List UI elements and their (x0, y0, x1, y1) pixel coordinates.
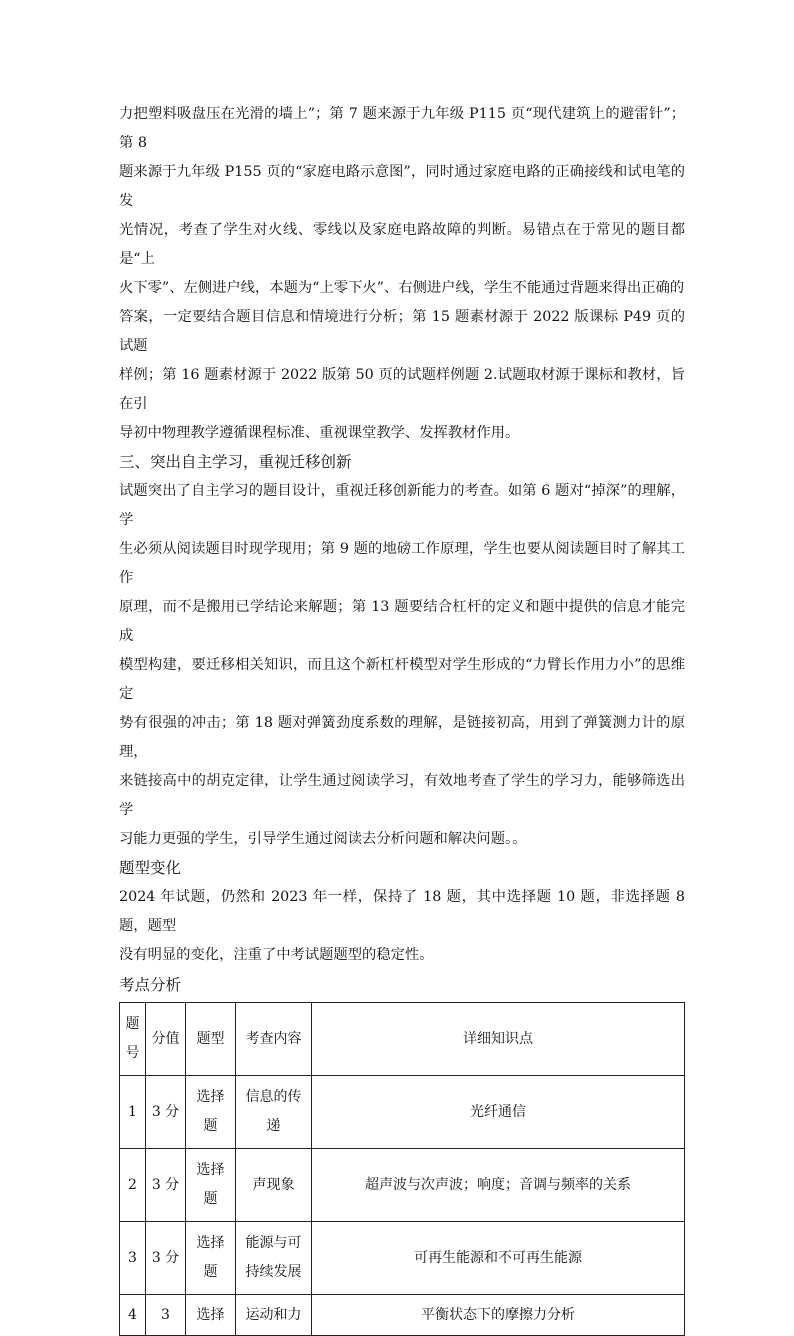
table-row (120, 1295, 685, 1336)
text-line: 题来源于九年级 P155 页的“家庭电路示意图”，同时通过家庭电路的正确接线和试电笔的发 (119, 164, 685, 209)
cell-score: 3 分 (146, 1076, 186, 1149)
text-line: 力把塑料吸盘压在光滑的墙上”；第 7 题来源于九年级 P115 页“现代建筑上的避雷针”；第 8 (119, 106, 685, 151)
text-line: 势有很强的冲击；第 18 题对弹簧劲度系数的理解，是链接初高，用到了弹簧测力计的原理， (119, 715, 685, 760)
document-content (119, 100, 685, 1336)
cell-detail: 平衡状态下的摩擦力分析 (312, 1295, 685, 1336)
table-row (120, 1222, 685, 1295)
header-cell: 详细知识点 (312, 1003, 685, 1076)
table-row (120, 1076, 685, 1149)
header-cell: 分值 (146, 1003, 186, 1076)
table-header-row (120, 1003, 685, 1076)
header-cell: 题号 (120, 1003, 146, 1076)
section-paragraph (119, 477, 685, 854)
cell-content: 运动和力 (236, 1295, 312, 1336)
header-cell: 题型 (186, 1003, 236, 1076)
text-line: 来链接高中的胡克定律，让学生通过阅读学习，有效地考查了学生的学习力，能够筛选出学 (119, 773, 685, 818)
table-heading: 考点分析 (119, 976, 182, 994)
cell-content: 能源与可持续发展 (236, 1222, 312, 1295)
cell-score: 3 分 (146, 1149, 186, 1222)
text-line: 2024 年试题，仍然和 2023 年一样，保持了 18 题，其中选择题 10 题，非选择题 8 题，题型 (119, 889, 685, 934)
text-line: 样例；第 16 题素材源于 2022 版第 50 页的试题样例题 2.试题取材源于课标和教材，旨在引 (119, 367, 685, 412)
cell-content: 声现象 (236, 1149, 312, 1222)
cell-detail: 光纤通信 (312, 1076, 685, 1149)
header-cell: 考查内容 (236, 1003, 312, 1076)
subsection-heading: 题型变化 (119, 859, 182, 877)
type-change-paragraph (119, 883, 685, 970)
cell-detail: 可再生能源和不可再生能源 (312, 1222, 685, 1295)
text-line: 火下零”、左侧进户线，本题为“上零下火”、右侧进户线，学生不能通过背题来得出正确的 (119, 280, 685, 296)
section-heading: 三、突出自主学习，重视迁移创新 (119, 453, 352, 471)
text-line: 没有明显的变化，注重了中考试题题型的稳定性。 (119, 947, 434, 963)
text-line: 导初中物理教学遵循课程标准、重视课堂教学、发挥教材作用。 (119, 425, 520, 441)
text-line: 原理，而不是搬用已学结论来解题；第 13 题要结合杠杆的定义和题中提供的信息才能完成 (119, 599, 685, 644)
text-line: 答案，一定要结合题目信息和情境进行分析；第 15 题素材源于 2022 版课标 P49 页的试题 (119, 309, 685, 354)
cell-type: 选择题 (186, 1222, 236, 1295)
intro-paragraph (119, 100, 685, 448)
text-line: 生必须从阅读题目时现学现用；第 9 题的地磅工作原理，学生也要从阅读题目时了解其工作 (119, 541, 685, 586)
text-line: 模型构建，要迁移相关知识，而且这个新杠杆模型对学生形成的“力臂长作用力小”的思维定 (119, 657, 685, 702)
exam-points-table (119, 1002, 685, 1336)
cell-score: 3 (146, 1295, 186, 1336)
cell-content: 信息的传递 (236, 1076, 312, 1149)
cell-num: 3 (120, 1222, 146, 1295)
cell-score: 3 分 (146, 1222, 186, 1295)
cell-num: 4 (120, 1295, 146, 1336)
cell-detail: 超声波与次声波；响度；音调与频率的关系 (312, 1149, 685, 1222)
cell-num: 1 (120, 1076, 146, 1149)
cell-type: 选择题 (186, 1076, 236, 1149)
cell-type: 选择题 (186, 1149, 236, 1222)
text-line: 试题突出了自主学习的题目设计，重视迁移创新能力的考查。如第 6 题对“掉深”的理解，学 (119, 483, 685, 528)
table-row (120, 1149, 685, 1222)
text-line: 习能力更强的学生，引导学生通过阅读去分析问题和解决问题。。 (119, 831, 527, 847)
cell-num: 2 (120, 1149, 146, 1222)
text-line: 光情况，考查了学生对火线、零线以及家庭电路故障的判断。易错点在于常见的题目都是“上 (119, 222, 685, 267)
cell-type: 选择 (186, 1295, 236, 1336)
